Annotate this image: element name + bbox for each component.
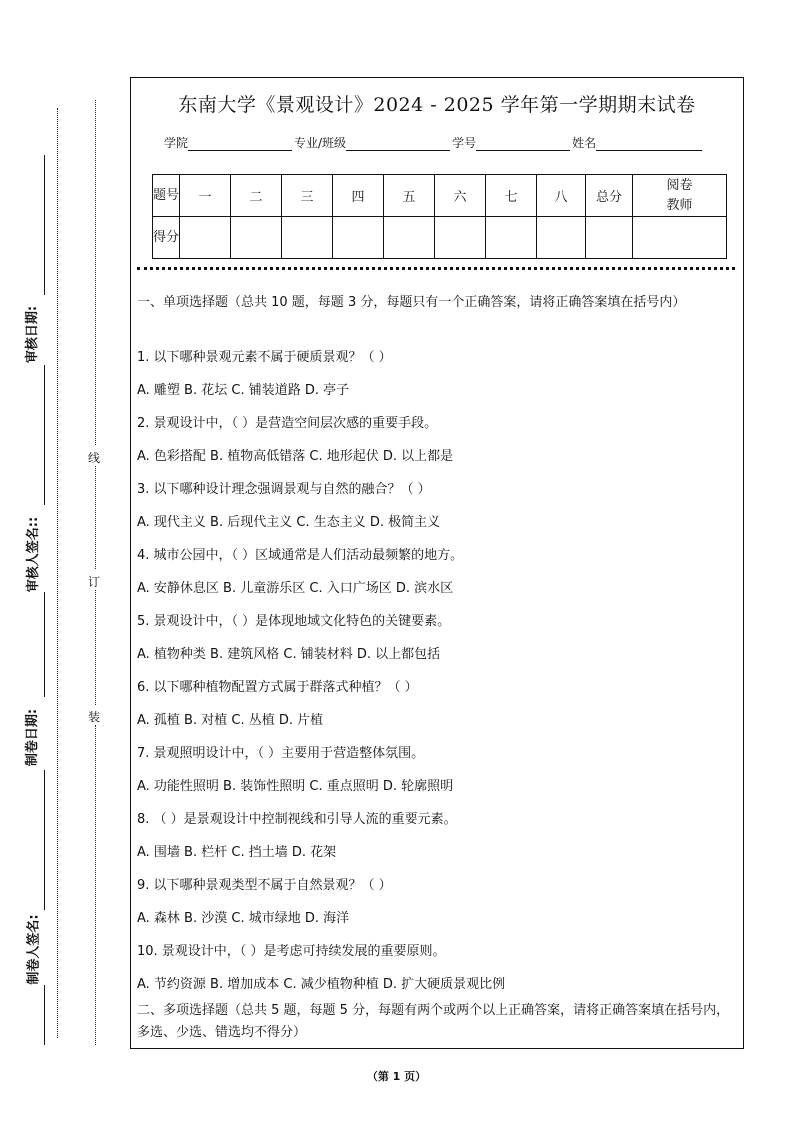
score-table-score-row — [153, 217, 727, 259]
dotted-separator — [137, 267, 735, 270]
score-row-label: 题号 — [153, 175, 180, 217]
exam-frame — [130, 77, 744, 1049]
question-1: 1. 以下哪种景观元素不属于硬质景观？（ ） — [137, 350, 392, 365]
options-4: A. 安静休息区 B. 儿童游乐区 C. 入口广场区 D. 滨水区 — [137, 581, 454, 596]
college-field[interactable] — [188, 138, 292, 151]
section1-heading: 一、单项选择题（总共 10 题，每题 3 分，每题只有一个正确答案，请将正确答案填在括号内） — [137, 295, 686, 310]
score-col-3: 三 — [282, 175, 333, 217]
score-cell[interactable] — [282, 217, 333, 259]
score-cell-grader[interactable] — [633, 217, 727, 259]
options-6: A. 孤植 B. 对植 C. 丛植 D. 片植 — [137, 713, 324, 728]
maker-sign-line — [44, 770, 45, 910]
options-9: A. 森林 B. 沙漠 C. 城市绿地 D. 海洋 — [137, 911, 350, 926]
college-label: 学院 — [164, 136, 189, 150]
options-7: A. 功能性照明 B. 装饰性照明 C. 重点照明 D. 轮廓照明 — [137, 779, 454, 794]
section2-heading: 二、多项选择题（总共 5 题，每题 5 分，每题有两个或两个以上正确答案，请将正确答案填在括号内，多选、少选、错选均不得分） — [137, 1003, 730, 1040]
score-col-grader: 阅卷教师 — [633, 175, 727, 217]
score-cell[interactable] — [486, 217, 537, 259]
score-cell[interactable] — [333, 217, 384, 259]
binding-char-ding: 订 — [88, 575, 101, 589]
question-3: 3. 以下哪种设计理念强调景观与自然的融合？（ ） — [137, 482, 431, 497]
binding-dotted-line-1 — [95, 100, 96, 445]
maker-sign-label: 制卷人签名: — [26, 914, 42, 985]
binding-char-xian: 线 — [88, 451, 101, 465]
name-label: 姓名 — [572, 136, 597, 150]
score-row2-label: 得分 — [153, 217, 180, 259]
exam-title: 东南大学《景观设计》2024 - 2025 学年第一学期期末试卷 — [178, 94, 696, 116]
options-2: A. 色彩搭配 B. 植物高低错落 C. 地形起伏 D. 以上都是 — [137, 449, 454, 464]
name-field[interactable] — [596, 138, 702, 151]
page-number: （第 1 页） — [366, 1070, 427, 1083]
binding-dotted-line-2 — [95, 466, 96, 569]
score-cell-total[interactable] — [586, 217, 633, 259]
score-col-6: 六 — [435, 175, 486, 217]
score-col-2: 二 — [231, 175, 282, 217]
reviewer-sign-label: 审核人签名:: — [26, 516, 42, 593]
score-col-5: 五 — [384, 175, 435, 217]
score-col-4: 四 — [333, 175, 384, 217]
question-9: 9. 以下哪种景观类型不属于自然景观？（ ） — [137, 878, 392, 893]
maker-sign-line-end — [44, 985, 45, 1045]
student-no-label: 学号 — [452, 136, 477, 150]
options-10: A. 节约资源 B. 增加成本 C. 减少植物种植 D. 扩大硬质景观比例 — [137, 977, 506, 992]
maker-date-label: 制卷日期: — [25, 708, 41, 767]
options-8: A. 围墙 B. 栏杆 C. 挡土墙 D. 花架 — [137, 845, 337, 860]
score-col-1: 一 — [180, 175, 231, 217]
binding-char-zhuang: 装 — [88, 710, 101, 724]
left-dotted-line — [57, 108, 58, 1038]
question-10: 10. 景观设计中，（ ）是考虑可持续发展的重要原则。 — [137, 944, 446, 959]
options-5: A. 植物种类 B. 建筑风格 C. 铺装材料 D. 以上都包括 — [137, 647, 441, 662]
student-info-row — [164, 134, 704, 151]
student-no-field[interactable] — [476, 138, 570, 151]
reviewer-date-line — [44, 155, 45, 295]
major-label: 专业/班级 — [294, 136, 347, 150]
score-cell[interactable] — [384, 217, 435, 259]
score-cell[interactable] — [180, 217, 231, 259]
score-cell[interactable] — [537, 217, 586, 259]
maker-date-line — [44, 592, 45, 697]
question-5: 5. 景观设计中，（ ）是体现地域文化特色的关键要素。 — [137, 614, 451, 629]
question-8: 8. （ ）是景观设计中控制视线和引导人流的重要元素。 — [137, 812, 457, 827]
score-col-7: 七 — [486, 175, 537, 217]
reviewer-date-label: 审核日期: — [25, 305, 41, 364]
options-1: A. 雕塑 B. 花坛 C. 铺装道路 D. 亭子 — [137, 383, 350, 398]
score-cell[interactable] — [231, 217, 282, 259]
binding-dotted-line-3 — [95, 590, 96, 705]
binding-dotted-line-4 — [95, 725, 96, 1045]
options-3: A. 现代主义 B. 后现代主义 C. 生态主义 D. 极简主义 — [137, 515, 441, 530]
binding-margin — [0, 0, 128, 1122]
score-table-header-row — [153, 175, 727, 217]
major-field[interactable] — [346, 138, 450, 151]
question-4: 4. 城市公园中，（ ）区域通常是人们活动最频繁的地方。 — [137, 548, 464, 563]
question-7: 7. 景观照明设计中，（ ）主要用于营造整体氛围。 — [137, 746, 425, 761]
score-col-8: 八 — [537, 175, 586, 217]
question-2: 2. 景观设计中，（ ）是营造空间层次感的重要手段。 — [137, 416, 438, 431]
reviewer-sign-line — [44, 365, 45, 505]
score-table — [152, 174, 727, 259]
question-6: 6. 以下哪种植物配置方式属于群落式种植？（ ） — [137, 680, 418, 695]
score-col-total: 总分 — [586, 175, 633, 217]
score-cell[interactable] — [435, 217, 486, 259]
